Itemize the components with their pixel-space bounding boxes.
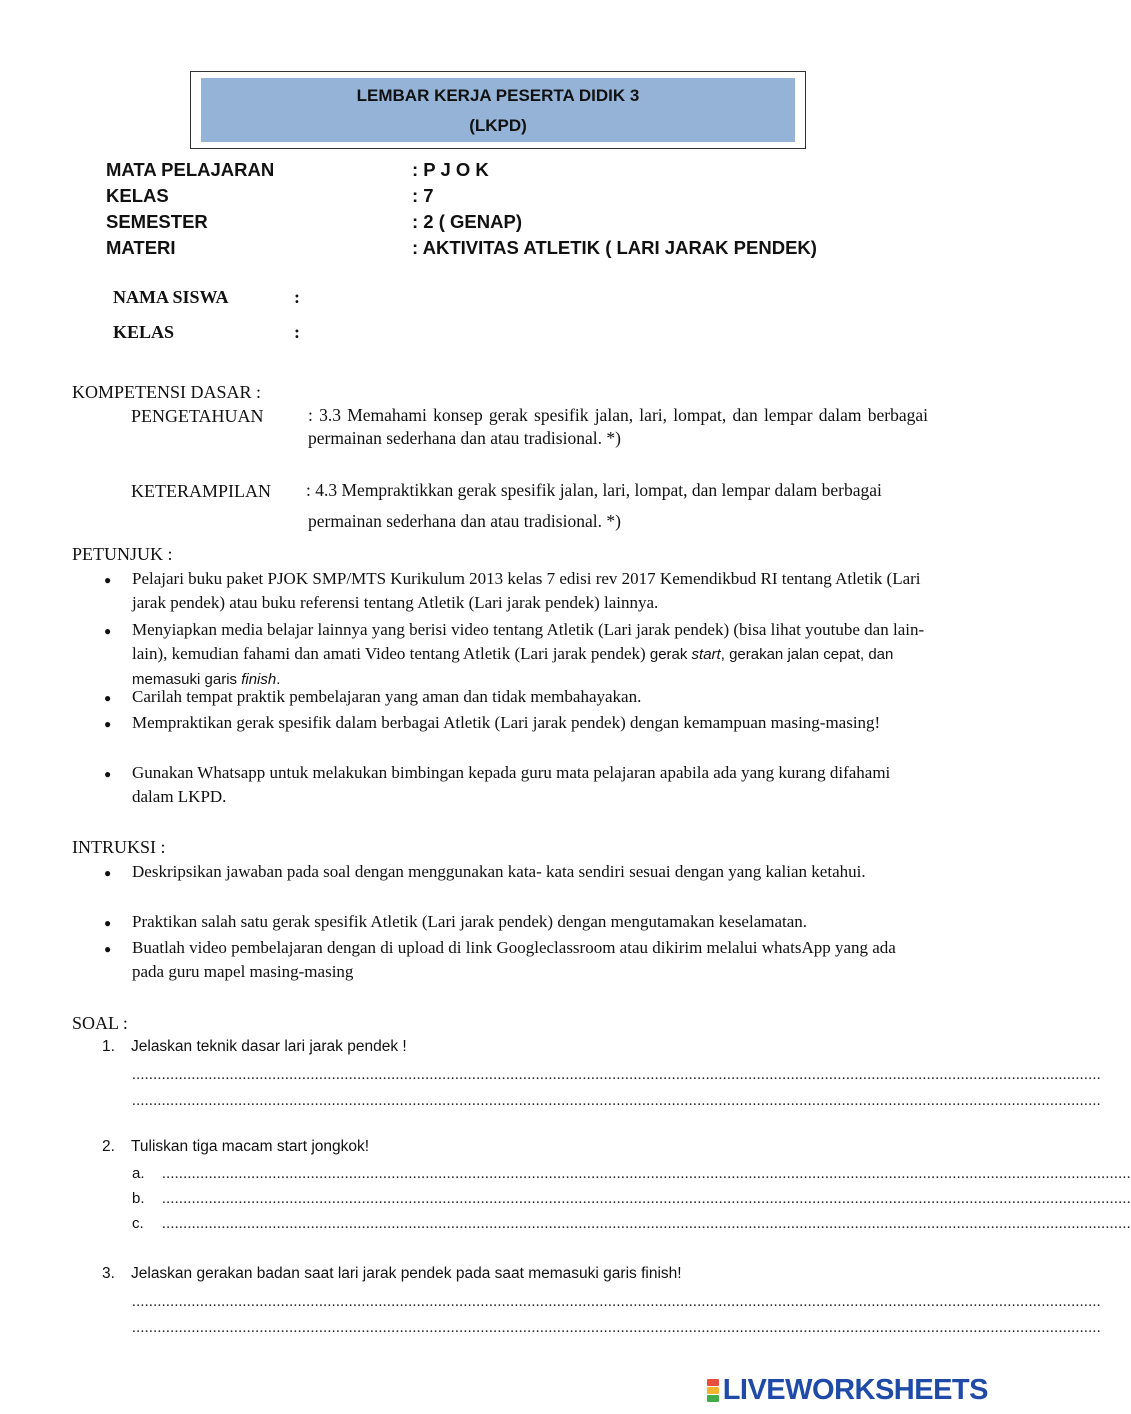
- info-value-materi: : AKTIVITAS ATLETIK ( LARI JARAK PENDEK): [412, 237, 817, 258]
- info-label-kelas: KELAS: [106, 185, 169, 206]
- info-label-semester: SEMESTER: [106, 211, 208, 232]
- bullet-icon: ●: [104, 916, 112, 930]
- bullet-icon: ●: [104, 624, 112, 638]
- question-1-number: 1.: [102, 1038, 115, 1055]
- student-name-field[interactable]: [310, 287, 710, 309]
- kompetensi-heading: KOMPETENSI DASAR :: [72, 382, 262, 402]
- liveworksheets-logo-text: LIVEWORKSHEETS: [722, 1374, 988, 1406]
- soal-heading: SOAL :: [72, 1013, 128, 1033]
- option-a-label: a.: [132, 1165, 145, 1182]
- title-box: [190, 71, 806, 149]
- petunjuk-item-2-rest: , gerakan jalan cepat, dan memasuki garis: [132, 646, 894, 688]
- bullet-icon: ●: [104, 691, 112, 705]
- petunjuk-item-3: Carilah tempat praktik pembelajaran yang aman dan tidak membahayakan.: [132, 687, 642, 706]
- question-2-number: 2.: [102, 1138, 115, 1155]
- petunjuk-item-2-start: start: [691, 646, 721, 663]
- info-value-mata-pelajaran: : P J O K: [412, 159, 489, 180]
- answer-line-1a[interactable]: ....................................................................................................................................................................................................................................: [132, 1067, 1101, 1083]
- petunjuk-item-5: Gunakan Whatsapp untuk melakukan bimbingan kepada guru mata pelajaran apabila ada yang kurang difahami dalam LKPD.: [132, 763, 891, 806]
- keterampilan-line-1: : 4.3 Mempraktikkan gerak spesifik jalan, lari, lompat, dan lempar dalam berbagai: [306, 480, 882, 500]
- bullet-icon: ●: [104, 942, 112, 956]
- petunjuk-item-2-text: Menyiapkan media belajar lainnya yang berisi video tentang Atletik (Lari jarak pendek) (bisa lihat youtube dan lain- lain), kemudian fahami dan amati Video tentang Atletik (Lari jarak pendek): [132, 620, 925, 663]
- intruksi-item-1: Deskripsikan jawaban pada soal dengan menggunakan kata- kata sendiri sesuai dengan yang kalian ketahui.: [132, 862, 866, 881]
- title-line-1: LEMBAR KERJA PESERTA DIDIK 3: [356, 86, 640, 105]
- intruksi-item-3: Buatlah video pembelajaran dengan di upload di link Googleclassroom atau dikirim melalui whatsApp yang ada pada guru mapel masing-masing: [132, 938, 896, 981]
- option-c-label: c.: [132, 1215, 144, 1232]
- info-label-materi: MATERI: [106, 237, 176, 258]
- question-2-text: Tuliskan tiga macam start jongkok!: [131, 1138, 370, 1155]
- student-class-label: KELAS: [113, 322, 175, 342]
- info-value-kelas: : 7: [412, 185, 434, 206]
- bullet-icon: ●: [104, 573, 112, 587]
- question-1-text: Jelaskan teknik dasar lari jarak pendek !: [131, 1038, 407, 1055]
- petunjuk-item-2: [132, 618, 932, 692]
- petunjuk-item-4: Mempraktikan gerak spesifik dalam berbagai Atletik (Lari jarak pendek) dengan kemampuan masing-masing!: [132, 713, 881, 732]
- answer-line-1b[interactable]: ....................................................................................................................................................................................................................................: [132, 1093, 1101, 1109]
- petunjuk-heading: PETUNJUK :: [72, 544, 173, 564]
- liveworksheets-logo[interactable]: [707, 1374, 988, 1407]
- pengetahuan-label: PENGETAHUAN: [131, 406, 264, 426]
- intruksi-item-2: Praktikan salah satu gerak spesifik Atletik (Lari jarak pendek) dengan mengutamakan keselamatan.: [132, 912, 808, 931]
- petunjuk-item-2-finish: finish: [241, 671, 277, 688]
- answer-line-2b[interactable]: ....................................................................................................................................................................................................................................: [162, 1191, 1131, 1207]
- petunjuk-item-2-period: .: [276, 671, 281, 688]
- pengetahuan-text: : 3.3 Memahami konsep gerak spesifik jalan, lari, lompat, dan lempar dalam berbagai permainan sederhana dan atau tradisional. *): [308, 405, 928, 448]
- student-class-colon: :: [294, 322, 300, 342]
- bullet-icon: ●: [104, 767, 112, 781]
- answer-line-3b[interactable]: ....................................................................................................................................................................................................................................: [132, 1320, 1101, 1336]
- intruksi-heading: INTRUKSI :: [72, 837, 166, 857]
- petunjuk-item-1: Pelajari buku paket PJOK SMP/MTS Kurikulum 2013 kelas 7 edisi rev 2017 Kemendikbud RI tentang Atletik (Lari jarak pendek) atau buku referensi tentang Atletik (Lari jarak pendek) lainnya.: [132, 569, 921, 612]
- keterampilan-line-2: permainan sederhana dan atau tradisional. *): [308, 511, 621, 531]
- title-line-2: (LKPD): [469, 116, 527, 135]
- info-value-semester: : 2 ( GENAP): [412, 211, 522, 232]
- answer-line-2c[interactable]: ....................................................................................................................................................................................................................................: [162, 1216, 1131, 1232]
- question-3-text: Jelaskan gerakan badan saat lari jarak pendek pada saat memasuki garis finish!: [131, 1265, 682, 1282]
- bullet-icon: ●: [104, 866, 112, 880]
- student-name-label: NAMA SISWA: [113, 287, 229, 307]
- answer-line-3a[interactable]: ....................................................................................................................................................................................................................................: [132, 1294, 1101, 1310]
- keterampilan-label: KETERAMPILAN: [131, 481, 271, 501]
- petunjuk-item-2-gerak: gerak: [645, 646, 692, 663]
- info-label-mata-pelajaran: MATA PELAJARAN: [106, 159, 275, 180]
- option-b-label: b.: [132, 1190, 145, 1207]
- student-name-colon: :: [294, 287, 300, 307]
- question-3-number: 3.: [102, 1265, 115, 1282]
- liveworksheets-logo-icon: [707, 1379, 719, 1402]
- title-banner: [201, 78, 795, 142]
- student-class-field[interactable]: [310, 322, 710, 344]
- bullet-icon: ●: [104, 717, 112, 731]
- answer-line-2a[interactable]: ....................................................................................................................................................................................................................................: [162, 1166, 1131, 1182]
